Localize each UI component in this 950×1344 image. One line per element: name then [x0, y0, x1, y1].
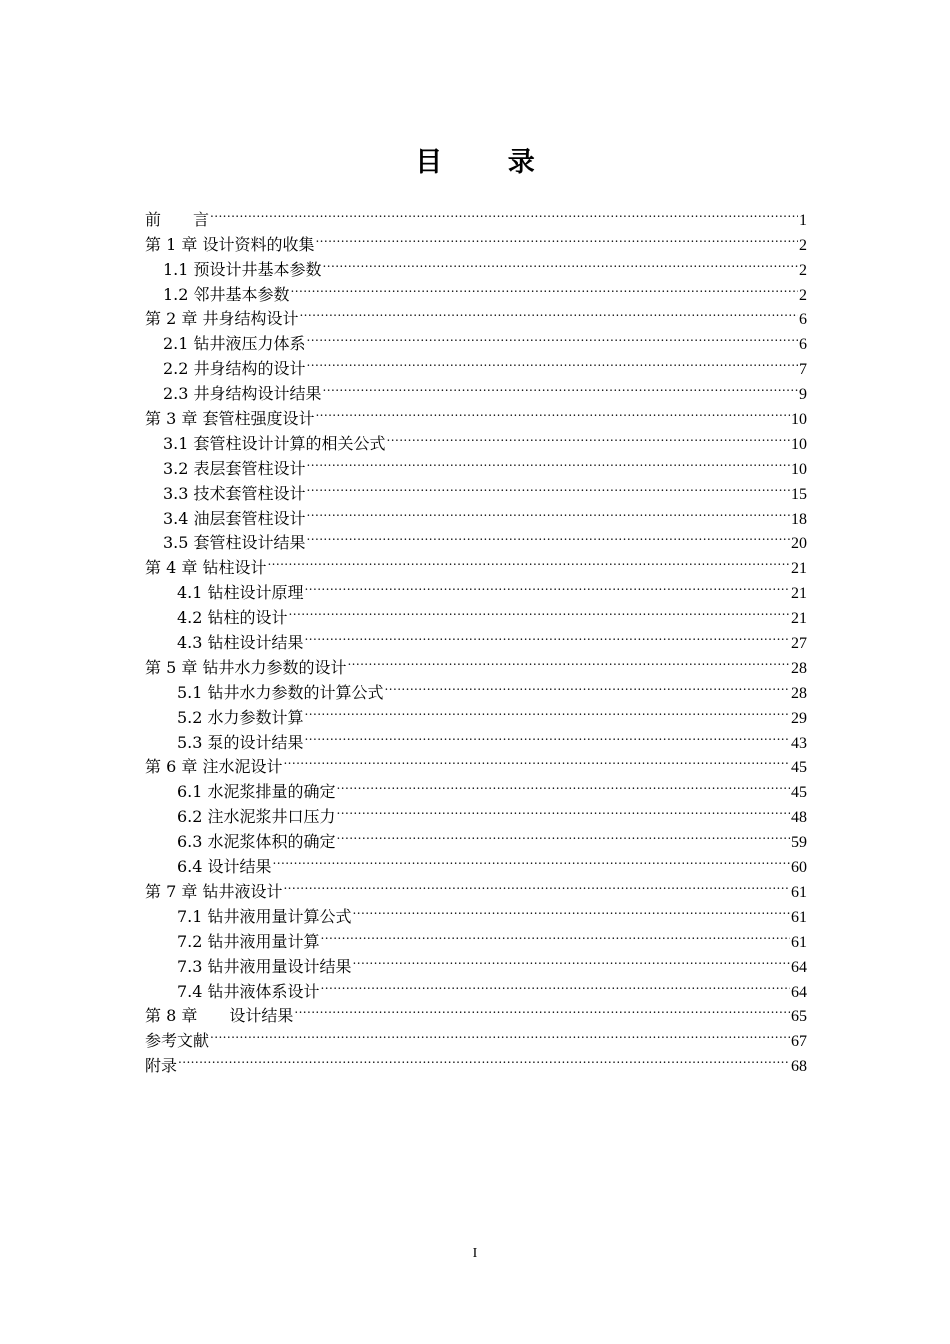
- toc-leader-dots: [337, 797, 790, 822]
- toc-entry-page: 6: [799, 336, 807, 354]
- toc-entry-label: 3.5 套管柱设计结果: [163, 533, 306, 553]
- toc-leader-dots: [315, 225, 798, 250]
- toc-leader-dots: [273, 847, 790, 872]
- toc-leader-dots: [299, 300, 798, 325]
- toc-entry-page: 20: [791, 535, 807, 553]
- toc-entry-label: 第 8 章 设计结果: [145, 1006, 294, 1026]
- toc-leader-dots: [305, 623, 790, 648]
- toc-leader-dots: [307, 324, 798, 349]
- toc-leader-dots: [291, 275, 798, 300]
- toc-entry-label: 1.2 邻井基本参数: [163, 284, 290, 304]
- toc-entry-label: 6.4 设计结果: [177, 857, 272, 877]
- toc-leader-dots: [347, 648, 790, 673]
- toc-leader-dots: [305, 573, 790, 598]
- toc-entry-label: 5.1 钻井水力参数的计算公式: [177, 682, 384, 702]
- toc-entry-label: 第 2 章 井身结构设计: [145, 309, 299, 329]
- toc-entry-page: 7: [799, 361, 807, 379]
- page-title: 目 录: [415, 147, 563, 178]
- toc-leader-dots: [307, 449, 790, 474]
- toc-entry-label: 3.2 表层套管柱设计: [163, 458, 306, 478]
- toc-entry-page: 21: [791, 610, 807, 628]
- toc-leader-dots: [283, 748, 790, 773]
- toc-entry[interactable]: [145, 225, 807, 254]
- toc-leader-dots: [305, 723, 790, 748]
- toc-entry-label: 第 7 章 钻井液设计: [145, 881, 283, 901]
- toc-entry-page: 9: [799, 386, 807, 404]
- toc-leader-dots: [294, 997, 790, 1022]
- toc-leader-dots: [321, 972, 790, 997]
- toc-entry-page: 1: [799, 211, 807, 229]
- toc-entry-page: 18: [791, 510, 807, 528]
- toc-entry-label: 第 4 章 钻柱设计: [145, 558, 267, 578]
- toc-entry-page: 68: [791, 1058, 807, 1076]
- toc-entry-page: 6: [799, 311, 807, 329]
- toc-entry-label: 6.2 注水泥浆井口压力: [177, 807, 336, 827]
- toc-entry-label: 2.2 井身结构的设计: [163, 359, 306, 379]
- toc-entry-page: 61: [791, 883, 807, 901]
- toc-entry-label: 2.1 钻井液压力体系: [163, 334, 306, 354]
- toc-entry-label: 7.4 钻井液体系设计: [177, 981, 320, 1001]
- toc-entry[interactable]: [145, 200, 807, 229]
- table-of-contents: [145, 200, 807, 1076]
- toc-entry-page: 67: [791, 1033, 807, 1051]
- toc-leader-dots: [353, 897, 790, 922]
- toc-leader-dots: [337, 822, 790, 847]
- toc-entry-page: 65: [791, 1008, 807, 1026]
- toc-entry-page: 10: [791, 435, 807, 453]
- toc-entry-page: 29: [791, 709, 807, 727]
- toc-leader-dots: [289, 598, 790, 623]
- toc-entry-page: 2: [799, 286, 807, 304]
- toc-entry-label: 参考文献: [145, 1031, 210, 1051]
- toc-entry-label: 5.2 水力参数计算: [177, 707, 304, 727]
- toc-entry-label: 4.1 钻柱设计原理: [177, 583, 304, 603]
- toc-entry-label: 第 3 章 套管柱强度设计: [145, 409, 315, 429]
- toc-leader-dots: [387, 424, 790, 449]
- toc-entry-label: 7.1 钻井液用量计算公式: [177, 906, 352, 926]
- toc-leader-dots: [178, 1046, 790, 1071]
- toc-entry-page: 59: [791, 834, 807, 852]
- toc-entry-label: 3.1 套管柱设计计算的相关公式: [163, 433, 386, 453]
- toc-entry-page: 61: [791, 908, 807, 926]
- toc-entry-page: 64: [791, 983, 807, 1001]
- toc-entry-label: 第 1 章 设计资料的收集: [145, 234, 315, 254]
- toc-entry-page: 43: [791, 734, 807, 752]
- toc-leader-dots: [307, 524, 790, 549]
- toc-entry-page: 21: [791, 585, 807, 603]
- toc-entry-label: 4.3 钻柱设计结果: [177, 633, 304, 653]
- toc-entry-label: 3.4 油层套管柱设计: [163, 508, 306, 528]
- toc-leader-dots: [323, 250, 798, 275]
- toc-entry-label: 2.3 井身结构设计结果: [163, 384, 322, 404]
- toc-leader-dots: [385, 673, 790, 698]
- toc-entry-page: 2: [799, 236, 807, 254]
- toc-entry-label: 7.3 钻井液用量设计结果: [177, 956, 352, 976]
- toc-leader-dots: [307, 349, 798, 374]
- toc-entry-page: 21: [791, 560, 807, 578]
- toc-entry-label: 6.3 水泥浆体积的确定: [177, 832, 336, 852]
- toc-leader-dots: [321, 922, 790, 947]
- toc-entry[interactable]: [145, 1021, 807, 1051]
- toc-leader-dots: [283, 872, 790, 897]
- toc-leader-dots: [210, 1021, 790, 1046]
- toc-leader-dots: [353, 947, 790, 972]
- toc-entry-label: 1.1 预设计井基本参数: [163, 259, 322, 279]
- toc-entry-page: 10: [791, 411, 807, 429]
- toc-entry[interactable]: [145, 1046, 807, 1076]
- toc-leader-dots: [267, 548, 790, 573]
- toc-entry-page: 45: [791, 759, 807, 777]
- toc-entry-label: 7.2 钻井液用量计算: [177, 931, 320, 951]
- toc-entry-page: 45: [791, 784, 807, 802]
- toc-entry-page: 15: [791, 485, 807, 503]
- toc-entry-page: 60: [791, 859, 807, 877]
- toc-entry-label: 前 言: [145, 209, 210, 229]
- toc-leader-dots: [337, 772, 790, 797]
- toc-entry-label: 附录: [145, 1056, 178, 1076]
- page-number: I: [472, 1246, 478, 1261]
- toc-entry-label: 第 5 章 钻井水力参数的设计: [145, 657, 347, 677]
- toc-entry-page: 28: [791, 659, 807, 677]
- toc-entry-label: 第 6 章 注水泥设计: [145, 757, 283, 777]
- toc-leader-dots: [307, 499, 790, 524]
- toc-entry-label: 3.3 技术套管柱设计: [163, 483, 306, 503]
- toc-entry-page: 48: [791, 809, 807, 827]
- toc-leader-dots: [307, 474, 790, 499]
- toc-leader-dots: [323, 374, 798, 399]
- toc-entry-label: 6.1 水泥浆排量的确定: [177, 782, 336, 802]
- toc-entry-label: 5.3 泵的设计结果: [177, 732, 304, 752]
- toc-leader-dots: [210, 200, 798, 225]
- toc-entry-page: 61: [791, 933, 807, 951]
- toc-entry-page: 10: [791, 460, 807, 478]
- toc-entry-label: 4.2 钻柱的设计: [177, 608, 288, 628]
- toc-entry-page: 28: [791, 684, 807, 702]
- toc-entry-page: 2: [799, 261, 807, 279]
- toc-leader-dots: [305, 698, 790, 723]
- toc-leader-dots: [315, 399, 790, 424]
- toc-entry-page: 27: [791, 635, 807, 653]
- toc-entry-page: 64: [791, 958, 807, 976]
